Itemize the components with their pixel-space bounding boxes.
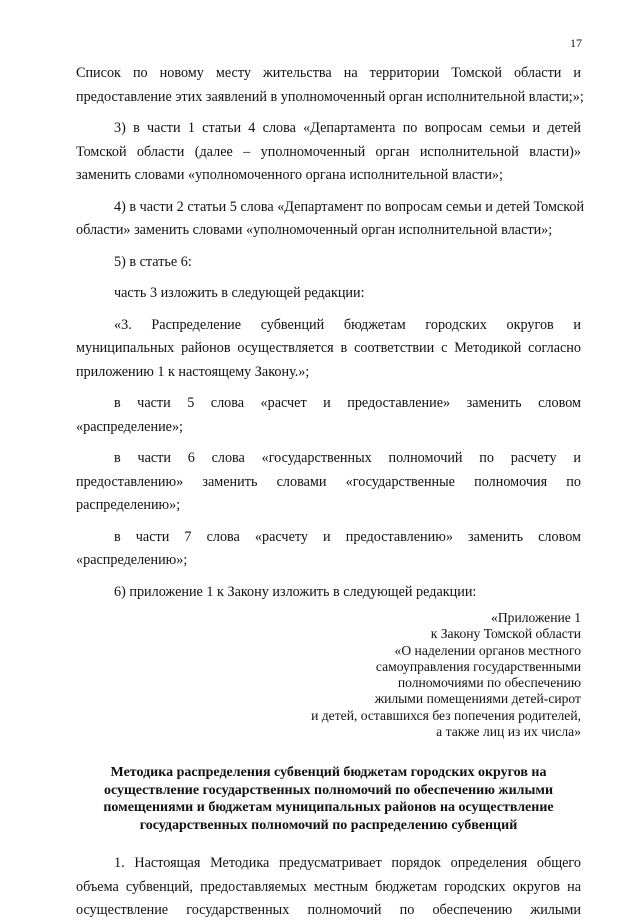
title-line: осуществление государственных полномочий по обеспечению жилыми: [103, 782, 554, 798]
text-line: области» заменить словами «уполномоченный орган исполнительной власти»;: [76, 222, 553, 238]
text-line: 4) в части 2 статьи 5 слова «Департамент по вопросам семьи и детей Томской: [114, 198, 585, 215]
text-line: Томской области (далее – уполномоченный орган исполнительной власти)»: [76, 143, 581, 160]
text-line: в части 6 слова «государственных полномочий по расчету и: [114, 450, 581, 466]
text-line: муниципальных районов осуществляется в соответствии с Методикой согласно: [76, 340, 581, 356]
appendix-line: полномочиями по обеспечению: [397, 675, 581, 691]
text-line: 5) в статье 6:: [114, 253, 192, 270]
text-line: 6) приложение 1 к Закону изложить в следующей редакции:: [114, 583, 477, 600]
text-line: приложению 1 к настоящему Закону.»;: [76, 363, 310, 380]
text-line: 1. Настоящая Методика предусматривает порядок определения общего: [114, 855, 581, 872]
text-line: часть 3 изложить в следующей редакции:: [114, 285, 365, 301]
text-line: предоставление этих заявлений в уполномоченный орган исполнительной власти;»;: [76, 88, 584, 105]
title-line: Методика распределения субвенций бюджетам городских округов на: [110, 765, 547, 781]
text-line: «распределению»;: [76, 552, 188, 568]
appendix-line: к Закону Томской области: [430, 626, 581, 642]
text-line: распределению»;: [76, 497, 181, 513]
text-line: 3) в части 1 статьи 4 слова «Департамента по вопросам семьи и детей: [114, 120, 581, 136]
title-line: помещениями и бюджетам муниципальных районов на осуществление: [103, 800, 554, 816]
document-body: [76, 62, 585, 923]
appendix-line: самоуправления государственными: [375, 658, 581, 674]
text-line: «3. Распределение субвенций бюджетам городских округов и: [114, 316, 581, 333]
appendix-line: жилыми помещениями детей-сирот: [374, 691, 581, 707]
page-number: 17: [570, 36, 582, 50]
method-title: [76, 764, 581, 834]
text-line: заменить словами «уполномоченного органа исполнительной власти»;: [76, 167, 503, 183]
appendix-header: [76, 610, 581, 740]
text-line: в части 7 слова «расчету и предоставлению» заменить словом: [114, 528, 581, 545]
appendix-line: и детей, оставшихся без попечения родителей,: [311, 707, 581, 723]
text-line: Список по новому месту жительства на территории Томской области и: [76, 65, 581, 81]
appendix-line: «Приложение 1: [491, 610, 581, 625]
text-line: осуществление государственных полномочий по обеспечению жилыми: [76, 902, 581, 919]
appendix-line: «О наделении органов местного: [394, 642, 581, 658]
appendix-line: а также лиц из их числа»: [436, 724, 581, 740]
text-line: объема субвенций, предоставляемых местным бюджетам городских округов на: [76, 878, 581, 895]
text-line: в части 5 слова «расчет и предоставление» заменить словом: [114, 395, 581, 411]
text-line: предоставлению» заменить словами «государственные полномочия по: [76, 473, 581, 490]
title-line: государственных полномочий по распределению субвенций: [139, 817, 518, 833]
text-line: «распределение»;: [76, 418, 183, 435]
